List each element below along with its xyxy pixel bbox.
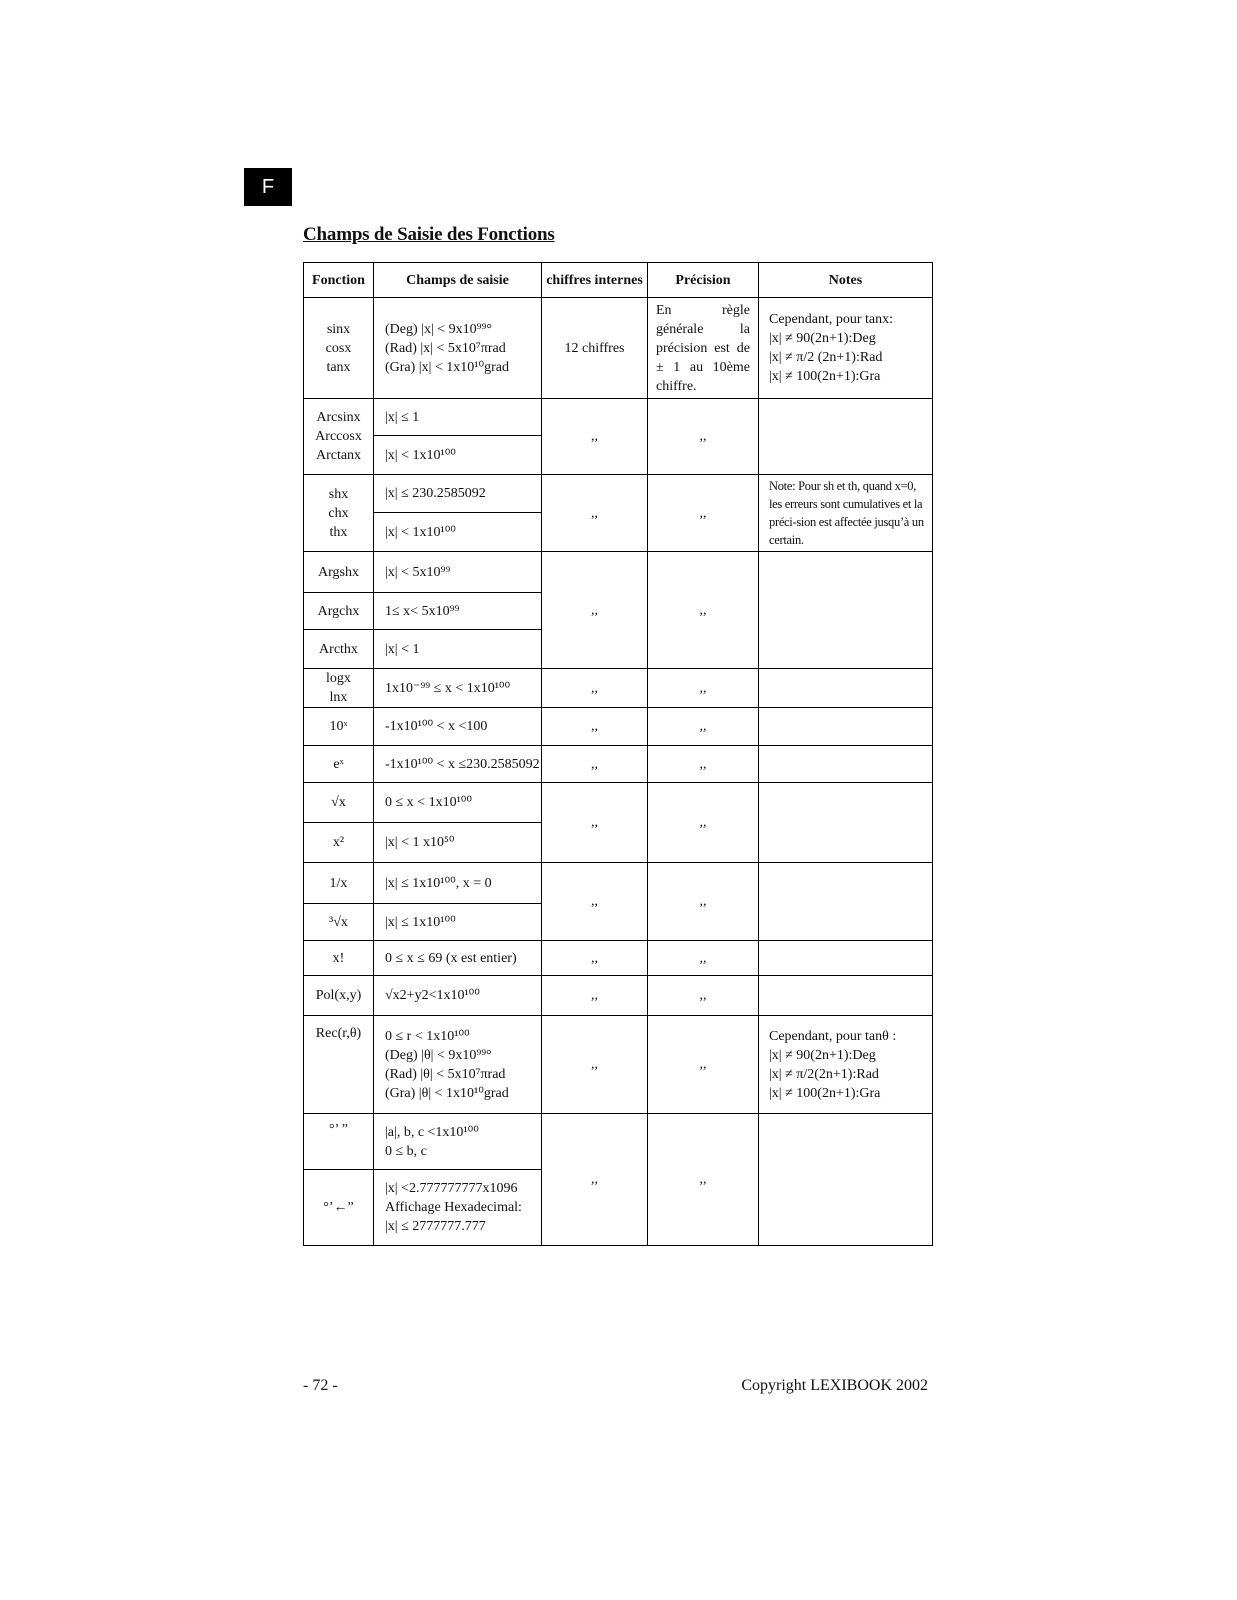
notes-cell xyxy=(759,941,933,976)
notes-cell xyxy=(759,976,933,1016)
table-row xyxy=(304,863,933,904)
fn-cell: Pol(x,y) xyxy=(304,976,374,1016)
fn-cell: x² xyxy=(304,823,374,863)
notes-cell: Cependant, pour tanθ : |x| ≠ 90(2n+1):Deg |x| ≠ π/2(2n+1):Rad |x| ≠ 100(2n+1):Gra xyxy=(759,1016,933,1114)
notes-cell xyxy=(759,746,933,783)
range-cell: -1x10¹⁰⁰ < x ≤230.2585092 xyxy=(374,746,542,783)
range-cell: 0 ≤ x ≤ 69 (x est entier) xyxy=(374,941,542,976)
digits-cell: 12 chiffres xyxy=(542,298,648,399)
notes-cell: Cependant, pour tanx: |x| ≠ 90(2n+1):Deg |x| ≠ π/2 (2n+1):Rad |x| ≠ 100(2n+1):Gra xyxy=(759,298,933,399)
fn-cell: °’ ” xyxy=(304,1114,374,1170)
fn-cell: √x xyxy=(304,783,374,823)
range-cell: |x| ≤ 1 xyxy=(374,399,542,436)
fn-cell: sinx cosx tanx xyxy=(304,298,374,399)
table-row xyxy=(304,475,933,513)
notes-cell xyxy=(759,708,933,746)
header-fonction: Fonction xyxy=(304,263,374,298)
range-cell: |x| ≤ 230.2585092 xyxy=(374,475,542,513)
precision-cell: En règle générale la précision est de ± 1 au 10ème chiffre. xyxy=(648,298,759,399)
range-cell: |a|, b, c <1x10¹⁰⁰ 0 ≤ b, c xyxy=(374,1114,542,1170)
table-row xyxy=(304,399,933,436)
table-row xyxy=(304,669,933,708)
range-cell: (Deg) |x| < 9x10⁹⁹° (Rad) |x| < 5x10⁷πrad (Gra) |x| < 1x10¹⁰grad xyxy=(374,298,542,399)
fn-cell: Argchx xyxy=(304,593,374,630)
table-row xyxy=(304,1114,933,1170)
ditto-cell: ,, xyxy=(542,399,648,475)
ditto-cell: ,, xyxy=(542,669,648,708)
range-cell: |x| < 5x10⁹⁹ xyxy=(374,552,542,593)
ditto-cell: ,, xyxy=(542,1016,648,1114)
range-cell: 0 ≤ r < 1x10¹⁰⁰ (Deg) |θ| < 9x10⁹⁹° (Rad) |θ| < 5x10⁷πrad (Gra) |θ| < 1x10¹⁰grad xyxy=(374,1016,542,1114)
ditto-cell: ,, xyxy=(542,783,648,863)
page-title: Champs de Saisie des Fonctions xyxy=(303,224,555,245)
ditto-cell: ,, xyxy=(542,746,648,783)
ditto-cell: ,, xyxy=(648,475,759,552)
ditto-cell: ,, xyxy=(542,552,648,669)
fn-cell: Arcsinx Arccosx Arctanx xyxy=(304,399,374,475)
notes-cell xyxy=(759,669,933,708)
page-number: - 72 - xyxy=(303,1377,338,1394)
fn-cell: x! xyxy=(304,941,374,976)
table-header-row xyxy=(304,263,933,298)
table-row xyxy=(304,552,933,593)
range-cell: |x| <2.777777777x1096 Affichage Hexadecimal: |x| ≤ 2777777.777 xyxy=(374,1170,542,1246)
fn-cell: eˣ xyxy=(304,746,374,783)
ditto-cell: ,, xyxy=(542,976,648,1016)
fn-cell: Rec(r,θ) xyxy=(304,1016,374,1114)
ditto-cell: ,, xyxy=(648,708,759,746)
range-cell: √x2+y2<1x10¹⁰⁰ xyxy=(374,976,542,1016)
range-cell: 0 ≤ x < 1x10¹⁰⁰ xyxy=(374,783,542,823)
table-row xyxy=(304,941,933,976)
ditto-cell: ,, xyxy=(542,475,648,552)
header-champs: Champs de saisie xyxy=(374,263,542,298)
ditto-cell: ,, xyxy=(648,863,759,941)
range-cell: |x| < 1x10¹⁰⁰ xyxy=(374,513,542,552)
range-cell: 1≤ x< 5x10⁹⁹ xyxy=(374,593,542,630)
copyright: Copyright LEXIBOOK 2002 xyxy=(741,1377,928,1394)
table-row xyxy=(304,976,933,1016)
ditto-cell: ,, xyxy=(648,1114,759,1246)
ditto-cell: ,, xyxy=(542,1114,648,1246)
fn-cell: shx chx thx xyxy=(304,475,374,552)
notes-cell xyxy=(759,552,933,669)
fn-cell: 10ˣ xyxy=(304,708,374,746)
table-row xyxy=(304,1016,933,1114)
notes-cell xyxy=(759,1114,933,1246)
fn-cell: 1/x xyxy=(304,863,374,904)
range-cell: 1x10⁻⁹⁹ ≤ x < 1x10¹⁰⁰ xyxy=(374,669,542,708)
header-chiffres: chiffres internes xyxy=(542,263,648,298)
ditto-cell: ,, xyxy=(648,941,759,976)
notes-cell xyxy=(759,863,933,941)
fn-cell: Argshx xyxy=(304,552,374,593)
fn-cell: °’←” xyxy=(304,1170,374,1246)
header-precision: Précision xyxy=(648,263,759,298)
table-row xyxy=(304,708,933,746)
range-cell: |x| ≤ 1x10¹⁰⁰, x = 0 xyxy=(374,863,542,904)
range-cell: |x| < 1 xyxy=(374,630,542,669)
ditto-cell: ,, xyxy=(542,941,648,976)
ditto-cell: ,, xyxy=(542,708,648,746)
range-cell: |x| < 1 x10⁵⁰ xyxy=(374,823,542,863)
range-cell: |x| ≤ 1x10¹⁰⁰ xyxy=(374,904,542,941)
language-tab: F xyxy=(244,168,292,206)
ditto-cell: ,, xyxy=(648,399,759,475)
table-row xyxy=(304,746,933,783)
ditto-cell: ,, xyxy=(648,746,759,783)
ditto-cell: ,, xyxy=(648,1016,759,1114)
notes-cell: Note: Pour sh et th, quand x=0, les erreurs sont cumulatives et la préci-sion est affectée jusqu’à un certain. xyxy=(759,475,933,552)
fn-cell: ³√x xyxy=(304,904,374,941)
fn-cell: Arcthx xyxy=(304,630,374,669)
notes-cell xyxy=(759,783,933,863)
notes-cell xyxy=(759,399,933,475)
ditto-cell: ,, xyxy=(648,669,759,708)
table-row xyxy=(304,298,933,399)
fn-cell: logx lnx xyxy=(304,669,374,708)
header-notes: Notes xyxy=(759,263,933,298)
ditto-cell: ,, xyxy=(648,976,759,1016)
ditto-cell: ,, xyxy=(648,552,759,669)
range-cell: -1x10¹⁰⁰ < x <100 xyxy=(374,708,542,746)
range-cell: |x| < 1x10¹⁰⁰ xyxy=(374,436,542,475)
function-range-table xyxy=(303,262,933,1246)
table-row xyxy=(304,783,933,823)
ditto-cell: ,, xyxy=(542,863,648,941)
ditto-cell: ,, xyxy=(648,783,759,863)
